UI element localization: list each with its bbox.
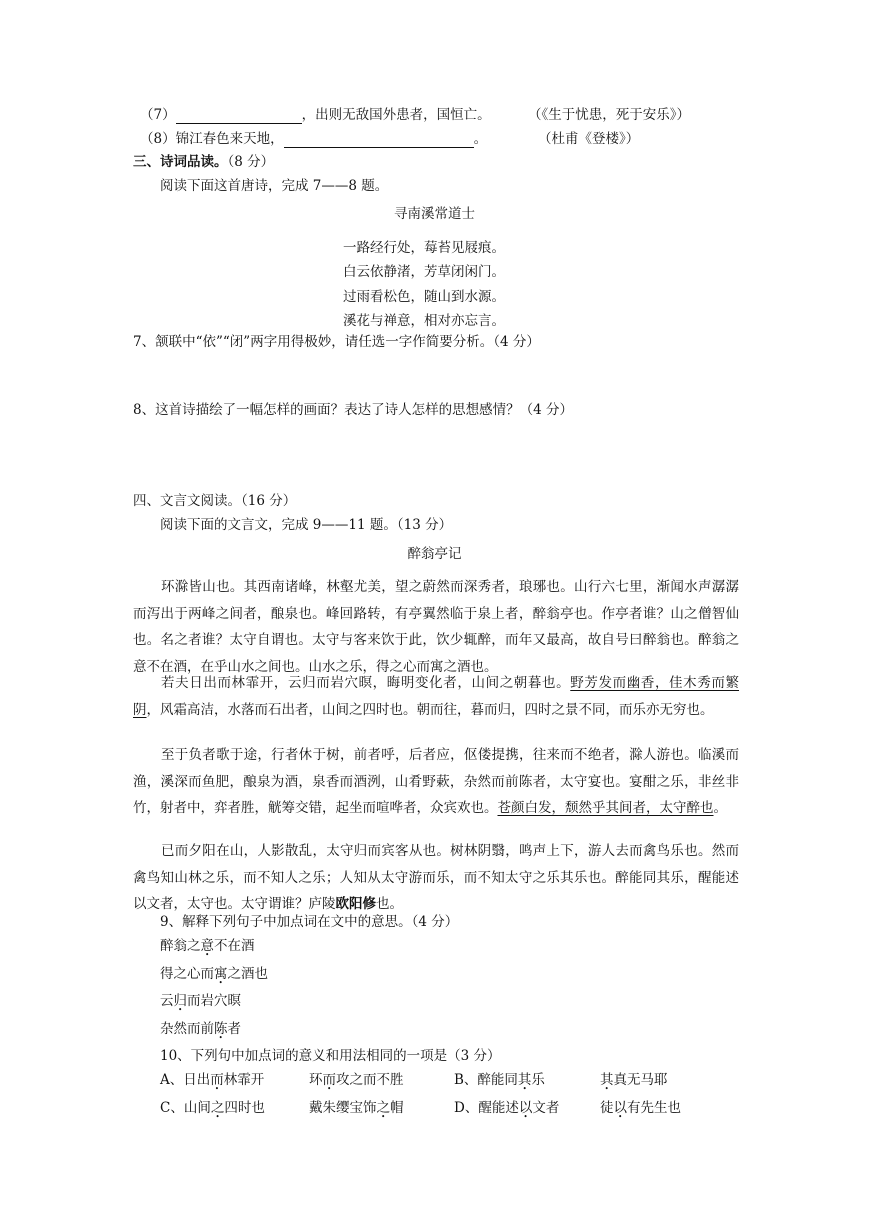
question-9-stem-text: 9、解释下列句子中加点词在文中的意思。（4 分 [160, 914, 445, 930]
option-c-right [309, 1099, 404, 1117]
section3-title: 三、诗词品读。 [133, 154, 228, 170]
option-d-right [600, 1099, 681, 1117]
essay-p4-text-b: 也。 [376, 896, 403, 912]
q9-item [160, 965, 268, 983]
option-dotted-word: 其 [517, 1072, 532, 1088]
essay-p2-text-a: 若夫日出而林霏开，云归而岩穴暝，晦明变化者，山间之朝暮也。 [161, 675, 571, 691]
option-dotted-word: 其 [600, 1072, 614, 1088]
option-post: 有先生也 [627, 1100, 681, 1116]
q9-dotted-word: 寓 [214, 966, 228, 982]
q8-fill-source: （杜甫《登楼》） [538, 131, 640, 147]
q7-fill-source: （《生于忧患，死于安乐》） [528, 107, 690, 123]
section3-heading [133, 153, 274, 171]
section4-intro: 阅读下面的文言文，完成 9——11 题。（13 分） [160, 517, 453, 533]
q7-fill-blank[interactable] [176, 109, 302, 124]
q7-fill-line [140, 106, 491, 124]
essay-paragraph-4 [133, 838, 739, 918]
option-pre: B、醉能同 [454, 1072, 518, 1088]
essay-paragraph-3 [133, 742, 739, 822]
q8-fill-end: 。 [473, 131, 488, 147]
q9-item-post: 不在酒 [214, 938, 255, 954]
poem-line: 白云依静渚，芳草闭闲门。 [343, 264, 505, 280]
option-pre: 环 [309, 1072, 323, 1088]
q9-item [160, 992, 241, 1010]
q9-item-pre: 云 [160, 993, 174, 1009]
essay-title: 醉翁亭记 [407, 546, 462, 562]
q7-fill-number: （7） [140, 107, 176, 123]
option-post: 帽 [390, 1100, 404, 1116]
question-8: 8、这首诗描绘了一幅怎样的画面？表达了诗人怎样的思想感情？（4 分） [133, 402, 573, 418]
option-post: 真无马耶 [613, 1072, 668, 1088]
option-dotted-word: 以 [518, 1100, 533, 1116]
option-dotted-word: 而 [210, 1072, 224, 1088]
q9-item [160, 937, 255, 955]
question-9-stem [160, 913, 458, 931]
option-post: 乐 [531, 1072, 545, 1088]
option-pre: 徒 [600, 1100, 614, 1116]
essay-p2-text-b: ，风霜高洁，水落而石出者，山间之四时也。朝而往，暮而归，四时之景不同，而乐亦无穷也。 [146, 701, 714, 718]
q9-dotted-word: 陈 [214, 1021, 228, 1037]
q8-fill-line [140, 130, 487, 148]
option-post: 攻之而不胜 [336, 1072, 404, 1088]
essay-p3-underlined: 苍颜白发，颓然乎其间者，太守醉也 [497, 800, 714, 816]
option-b-right [600, 1071, 668, 1089]
poem-line: 一路经行处，莓苔见屐痕。 [343, 240, 505, 256]
section3-score: （8 分） [227, 154, 275, 170]
option-a-right [309, 1071, 404, 1089]
section4-title: 四、文言文阅读。（16 分） [133, 493, 297, 509]
essay-p3-text-b: 。 [713, 800, 727, 816]
q7-fill-text: ，出则无敌国外患者，国恒亡。 [301, 107, 491, 123]
option-pre: 戴朱缨宝饰 [309, 1100, 377, 1116]
essay-p3-text-a: 至于负者歌于途，行者休于树，前者呼，后者应，伛偻提携，往来而不绝者，滁人游也。临溪而渔，溪深而鱼肥，酿泉为酒，泉香而酒洌，山肴野蔌，杂然而前陈者，太守宴也。宴酣之乐，非丝非竹，射者中，弈者胜，觥筹交错，起坐而喧哗者，众宾欢也。 [133, 747, 739, 816]
option-c-left [160, 1099, 265, 1117]
option-a-left [160, 1071, 264, 1089]
poem-line: 溪花与禅意，相对亦忘言。 [343, 313, 505, 329]
q9-item-pre: 杂然而前 [160, 1021, 214, 1037]
option-post: 四时也 [224, 1100, 265, 1116]
essay-paragraph-1 [133, 574, 739, 680]
option-post: 文者 [532, 1100, 560, 1116]
q9-item-post: 之酒也 [227, 966, 268, 982]
q9-item-pre: 得之心而 [160, 966, 214, 982]
option-pre: A、日出 [160, 1072, 211, 1088]
question-10-stem: 10、下列句中加点词的意义和用法相同的一项是（3 分） [160, 1048, 501, 1064]
question-9-stem-end: ） [444, 914, 459, 930]
option-post: 林霏开 [223, 1072, 265, 1088]
option-dotted-word: 之 [210, 1100, 225, 1116]
poem-line: 过雨看松色，随山到水源。 [343, 289, 505, 305]
q8-fill-blank[interactable] [284, 133, 474, 148]
option-dotted-word: 以 [613, 1100, 627, 1116]
q9-dotted-word: 归 [173, 993, 187, 1009]
option-d-left [454, 1099, 559, 1117]
option-b-left [454, 1071, 545, 1089]
section3-intro: 阅读下面这首唐诗，完成 7——8 题。 [160, 178, 389, 194]
essay-p4-text-a: 已而夕阳在山，人影散乱，太守归而宾客从也。树林阴翳，鸣声上下，游人去而禽鸟乐也。然而禽鸟知山林之乐，而不知人之乐；人知从太守游而乐，而不知太守之乐其乐也。醉能同其乐，醒能述以文者，太守也。太守谓谁？庐陵 [133, 843, 739, 912]
q8-fill-text: （8）锦江春色来天地， [140, 131, 284, 147]
option-pre: C、山间 [160, 1100, 211, 1116]
option-dotted-word: 而 [322, 1072, 336, 1088]
poem-title: 寻南溪常道士 [394, 206, 475, 222]
q9-item-post: 者 [227, 1021, 241, 1037]
q9-item-post: 而岩穴暝 [187, 993, 241, 1009]
author-name: 欧阳修 [335, 896, 376, 912]
q9-item-pre: 醉翁之 [160, 938, 201, 954]
essay-paragraph-1-text: 环滁皆山也。其西南诸峰，林壑尤美，望之蔚然而深秀者，琅琊也。山行六七里，渐闻水声潺潺而泻出于两峰之间者，酿泉也。峰回路转，有亭翼然临于泉上者，醉翁亭也。作亭者谁？山之僧智仙也。名之者谁？太守自谓也。太守与客来饮于此，饮少辄醉，而年又最高，故自号曰醉翁也。醉翁之意不在酒，在乎山水之间也。山水之乐，得之心而寓之酒也。 [133, 579, 739, 675]
option-dotted-word: 之 [376, 1100, 390, 1116]
essay-p2-underlined: 野芳发而幽香，佳木秀而繁阴 [133, 675, 740, 718]
q9-dotted-word: 意 [200, 938, 214, 954]
option-pre: D、醒能述 [454, 1100, 519, 1116]
essay-paragraph-2 [133, 670, 739, 723]
q9-item [160, 1020, 241, 1038]
question-7: 7、颔联中“依”“闭”两字用得极妙，请任选一字作简要分析。（4 分） [133, 334, 540, 350]
